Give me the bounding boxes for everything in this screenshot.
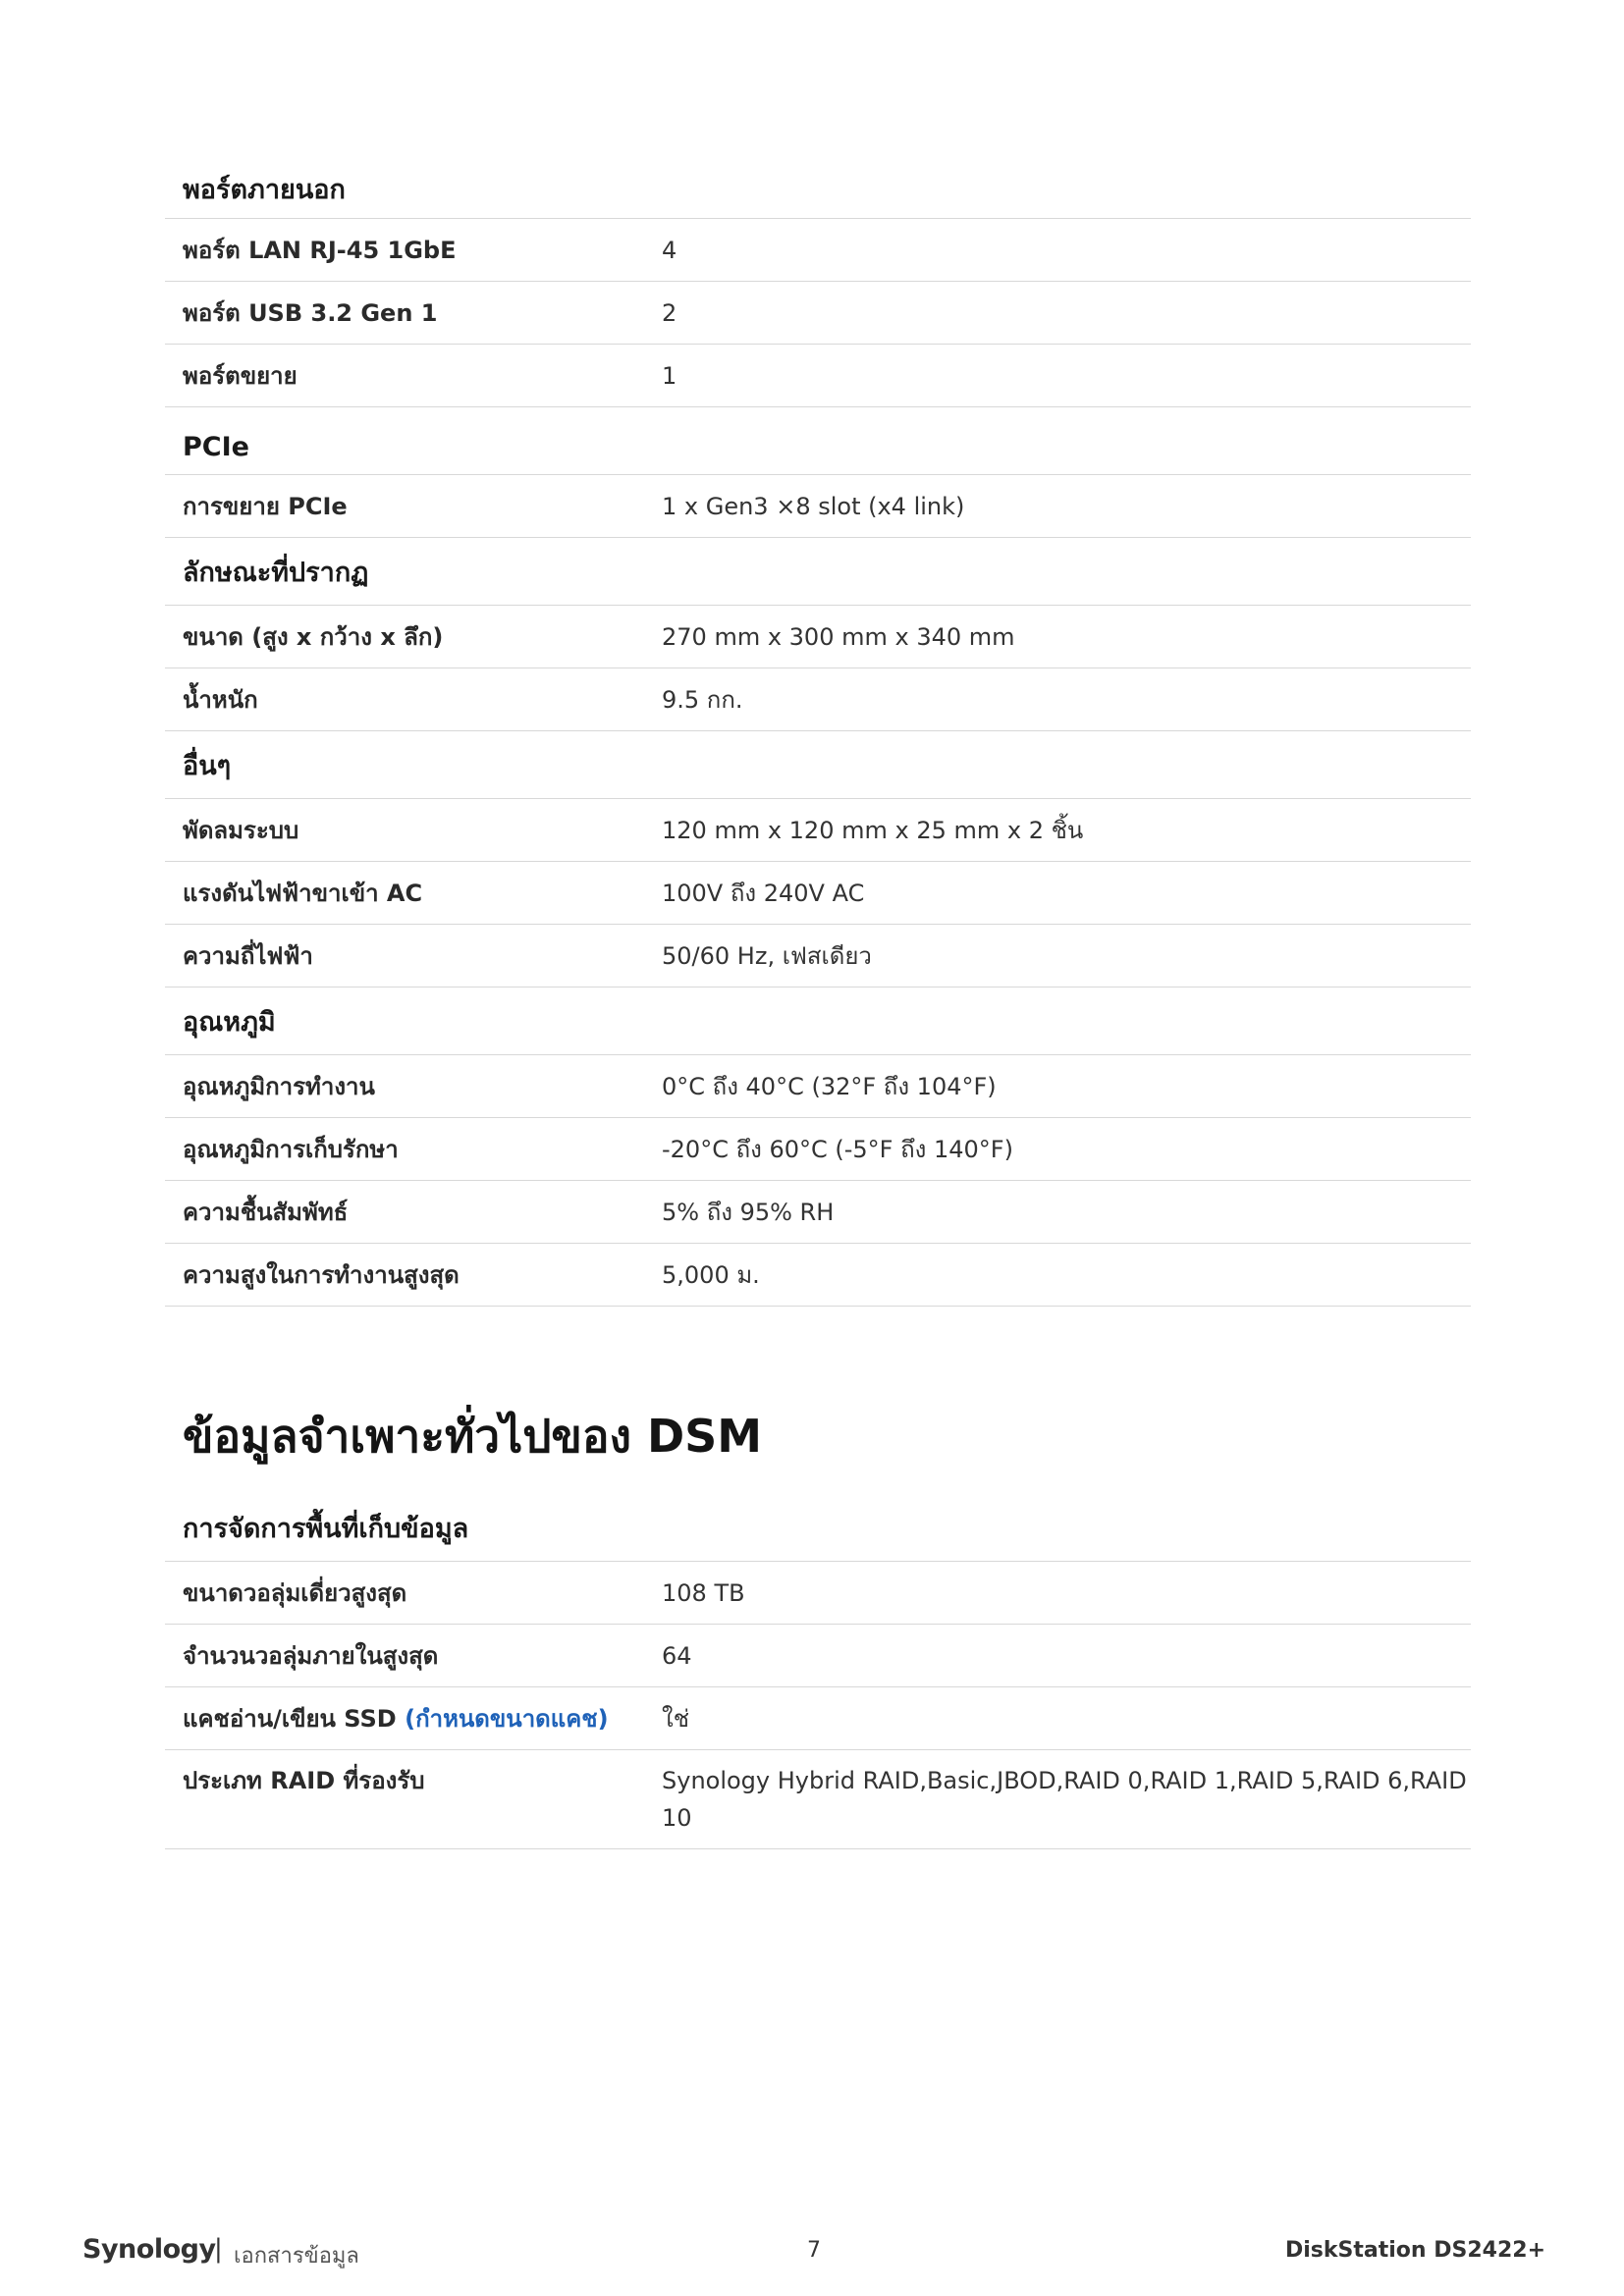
row-value: 270 mm x 300 mm x 340 mm [662, 622, 1015, 651]
cache-size-link[interactable]: (กำหนดขนาดแคช) [405, 1705, 609, 1733]
dsm-specs-heading: ข้อมูลจำเพาะทั่วไปของ DSM [183, 1410, 763, 1463]
row-value: 4 [662, 236, 677, 264]
cache-label: แคชอ่าน/เขียน SSD [183, 1705, 397, 1733]
table-row [165, 345, 1471, 407]
row-label: จำนวนวอลุ่มภายในสูงสุด [183, 1642, 439, 1670]
row-label: พัดลมระบบ [183, 817, 299, 844]
row-label: ขนาดวอลุ่มเดี่ยวสูงสุด [183, 1579, 407, 1607]
section-title: การจัดการพื้นที่เก็บข้อมูล [165, 1510, 1471, 1562]
section-pcie [165, 407, 1471, 538]
table-row [165, 1055, 1471, 1118]
row-label: แรงดันไฟฟ้าขาเข้า AC [183, 880, 423, 907]
row-value: 1 x Gen3 ×8 slot (x4 link) [662, 492, 965, 520]
row-value: 100V ถึง 240V AC [662, 879, 865, 907]
row-value: 64 [662, 1641, 692, 1670]
row-label: อุณหภูมิการเก็บรักษา [183, 1136, 399, 1163]
table-row [165, 1118, 1471, 1181]
row-label: อุณหภูมิการทำงาน [183, 1073, 375, 1100]
row-value: 108 TB [662, 1578, 745, 1607]
table-row [165, 668, 1471, 731]
row-label: พอร์ต USB 3.2 Gen 1 [183, 299, 438, 327]
row-value: 50/60 Hz, เฟสเดียว [662, 941, 872, 970]
row-value: 5,000 ม. [662, 1260, 760, 1289]
section-storage-management [165, 1510, 1471, 1849]
row-value: ใช่ [662, 1704, 690, 1733]
spec-content [165, 0, 1471, 1849]
row-label: น้ำหนัก [183, 686, 258, 714]
section-title: PCIe [165, 407, 1471, 475]
product-model: DiskStation DS2422+ [1285, 2238, 1545, 2263]
page-number: 7 [807, 2238, 821, 2263]
row-label [165, 1699, 662, 1737]
table-row [165, 862, 1471, 925]
table-row [165, 219, 1471, 282]
table-row [165, 1562, 1471, 1625]
table-row [165, 799, 1471, 862]
row-value: -20°C ถึง 60°C (-5°F ถึง 140°F) [662, 1135, 1013, 1163]
section-external-ports [165, 173, 1471, 407]
table-row [165, 925, 1471, 988]
row-label: ความชื้นสัมพัทธ์ [183, 1199, 349, 1226]
row-value: 1 [662, 361, 677, 390]
row-value: 0°C ถึง 40°C (32°F ถึง 104°F) [662, 1072, 997, 1100]
section-others [165, 731, 1471, 988]
row-label: ความสูงในการทำงานสูงสุด [183, 1261, 460, 1289]
row-label: พอร์ต LAN RJ-45 1GbE [183, 237, 457, 264]
section-temperature [165, 988, 1471, 1307]
row-value: 120 mm x 120 mm x 25 mm x 2 ชิ้น [662, 816, 1084, 844]
row-label: ความถี่ไฟฟ้า [183, 942, 313, 970]
row-label: ประเภท RAID ที่รองรับ [183, 1767, 425, 1794]
table-row [165, 1625, 1471, 1687]
table-row [165, 1181, 1471, 1244]
row-label: พอร์ตขยาย [183, 362, 298, 390]
row-label: ขนาด (สูง x กว้าง x ลึก) [183, 623, 444, 651]
section-title: ลักษณะที่ปรากฏ [165, 538, 1471, 606]
row-label: การขยาย PCIe [183, 493, 348, 520]
section-title: พอร์ตภายนอก [165, 173, 1471, 219]
row-value: Synology Hybrid RAID,Basic,JBOD,RAID 0,RAID 1,RAID 5,RAID 6,RAID 10 [662, 1767, 1467, 1832]
section-title: อุณหภูมิ [165, 988, 1471, 1055]
table-row [165, 282, 1471, 345]
row-value: 5% ถึง 95% RH [662, 1198, 835, 1226]
document-type: เอกสารข้อมูล [234, 2244, 359, 2269]
row-value: 9.5 กก. [662, 685, 743, 714]
table-row [165, 1687, 1471, 1750]
section-title: อื่นๆ [165, 731, 1471, 799]
table-row [165, 1244, 1471, 1307]
table-row [165, 475, 1471, 538]
page-footer [0, 2232, 1624, 2271]
table-row [165, 606, 1471, 668]
row-value: 2 [662, 298, 677, 327]
synology-logo: Synology [82, 2234, 216, 2265]
table-row [165, 1750, 1471, 1849]
section-appearance [165, 538, 1471, 731]
footer-separator: | [214, 2234, 223, 2264]
